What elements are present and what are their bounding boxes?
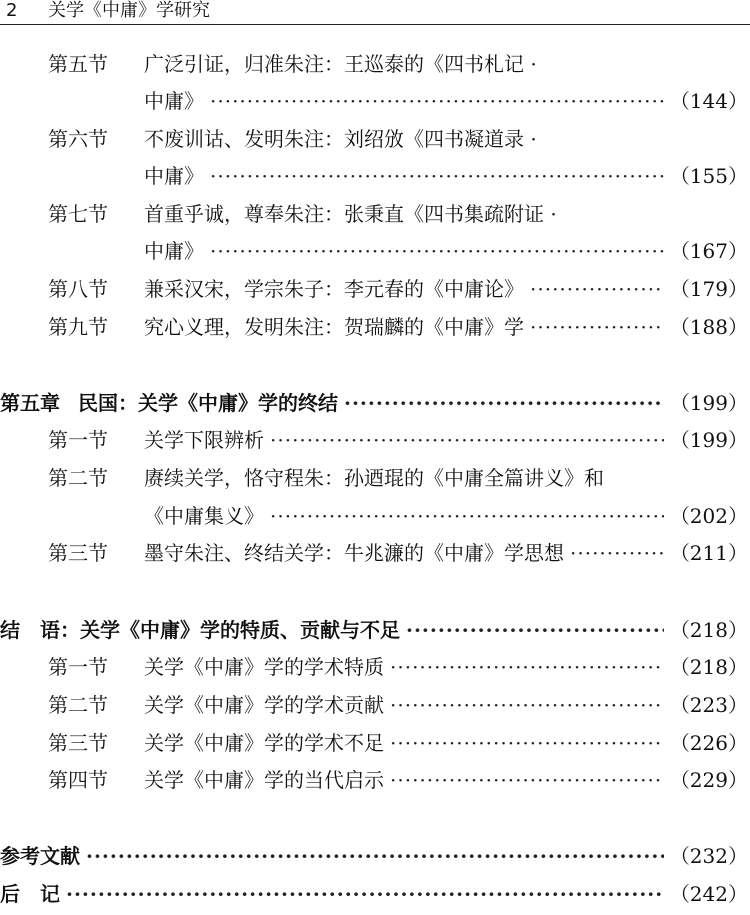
dot-leader — [570, 535, 664, 571]
toc-section-label: 第二节 — [48, 466, 108, 490]
toc-entry-text: 关学《中庸》学的当代启示 — [144, 768, 384, 792]
toc-entry-chapter-5[interactable] — [0, 385, 748, 421]
toc-entry-section-8[interactable] — [48, 271, 748, 307]
toc-entry-text: 墨守朱注、终结关学：牛兆濂的《中庸》学思想 — [144, 541, 564, 565]
toc-section-label: 第八节 — [48, 277, 108, 301]
dot-leader — [210, 233, 664, 269]
toc-page-number: （226） — [669, 731, 748, 755]
toc-entry-continuation[interactable] — [144, 83, 748, 119]
dot-leader — [390, 649, 664, 685]
toc-entry-text: 赓续关学，恪守程朱：孙迺琨的《中庸全篇讲义》和 — [144, 466, 604, 490]
toc-entry-section-6[interactable] — [48, 121, 748, 157]
toc-page-number: （202） — [669, 504, 748, 528]
dot-leader — [270, 422, 664, 458]
toc-entry-section-2[interactable] — [48, 460, 748, 496]
toc-entry-text: 中庸》 — [144, 89, 204, 113]
toc-entry-section-5[interactable] — [48, 46, 748, 82]
toc-entry-afterword[interactable] — [0, 876, 748, 912]
dot-leader — [530, 309, 664, 345]
toc-entry-text: 中庸》 — [144, 164, 204, 188]
toc-entry-continuation[interactable] — [144, 498, 748, 534]
toc-entry-text: 关学《中庸》学的特质、贡献与不足 — [80, 618, 400, 642]
toc-section-label: 第三节 — [48, 731, 108, 755]
toc-page-number: （179） — [669, 277, 748, 301]
toc-page-number: （144） — [669, 89, 748, 113]
toc-entry-continuation[interactable] — [144, 158, 748, 194]
page-number: 2 — [6, 0, 18, 21]
toc-entry-text: 究心义理，发明朱注：贺瑞麟的《中庸》学 — [144, 315, 524, 339]
dot-leader — [210, 158, 664, 194]
toc-page-number: （188） — [669, 315, 748, 339]
toc-page-number: （232） — [669, 844, 748, 868]
toc-section-label: 第二节 — [48, 693, 108, 717]
toc-page-number: （229） — [669, 768, 748, 792]
toc-page-number: （218） — [669, 618, 748, 642]
toc-entry-text: 关学下限辨析 — [144, 428, 264, 452]
toc-entry-text: 关学《中庸》学的学术特质 — [144, 655, 384, 679]
toc-entry-continuation[interactable] — [144, 233, 748, 269]
toc-entry-text: 关学《中庸》学的学术不足 — [144, 731, 384, 755]
dot-leader — [86, 838, 664, 874]
toc-section-label: 第一节 — [48, 655, 108, 679]
toc-entry-conclusion[interactable] — [0, 612, 748, 648]
toc-section-label: 第五节 — [48, 52, 108, 76]
running-title: 关学《中庸》学研究 — [48, 0, 210, 21]
toc-entry-text: 中庸》 — [144, 239, 204, 263]
toc-page-number: （211） — [669, 541, 748, 565]
toc-entry-text: 《中庸集义》 — [144, 504, 264, 528]
dot-leader — [270, 498, 664, 534]
toc-entry-text: 广泛引证，归准朱注：王巡泰的《四书札记 · — [144, 52, 537, 76]
toc-page-number: （223） — [669, 693, 748, 717]
toc-entry-text: 关学《中庸》学的学术贡献 — [144, 693, 384, 717]
dot-leader — [66, 876, 664, 912]
toc-entry-section-2[interactable] — [48, 687, 748, 723]
toc-entry-section-1[interactable] — [48, 649, 748, 685]
toc-section-label: 第七节 — [48, 202, 108, 226]
dot-leader — [530, 271, 664, 307]
toc-page-number: （167） — [669, 239, 748, 263]
toc-chapter-label: 结 语： — [0, 618, 80, 642]
toc-page-number: （155） — [669, 164, 748, 188]
toc-page-number: （199） — [669, 428, 748, 452]
toc-entry-section-4[interactable] — [48, 762, 748, 798]
toc-entry-section-7[interactable] — [48, 196, 748, 232]
toc-chapter-label: 参考文献 — [0, 844, 80, 868]
toc-entry-text: 首重乎诚，尊奉朱注：张秉直《四书集疏附证 · — [144, 202, 557, 226]
toc-entry-text: 兼采汉宋，学宗朱子：李元春的《中庸论》 — [144, 277, 524, 301]
toc-section-label: 第四节 — [48, 768, 108, 792]
dot-leader — [390, 687, 664, 723]
dot-leader — [390, 762, 664, 798]
running-header — [0, 0, 750, 25]
toc-section-label: 第一节 — [48, 428, 108, 452]
toc-chapter-label: 第五章 — [0, 391, 60, 415]
toc-entry-section-3[interactable] — [48, 725, 748, 761]
toc-chapter-label: 后 记 — [0, 882, 60, 906]
toc-entry-text: 不废训诂、发明朱注：刘绍攽《四书凝道录 · — [144, 127, 537, 151]
dot-leader — [210, 83, 664, 119]
toc-section-label: 第九节 — [48, 315, 108, 339]
toc-entry-text: 民国：关学《中庸》学的终结 — [78, 391, 338, 415]
toc-entry-section-9[interactable] — [48, 309, 748, 345]
toc-entry-section-3[interactable] — [48, 535, 748, 571]
dot-leader — [344, 385, 664, 421]
dot-leader — [406, 612, 664, 648]
toc-page-number: （199） — [669, 391, 748, 415]
dot-leader — [390, 725, 664, 761]
toc-entry-section-1[interactable] — [48, 422, 748, 458]
toc-section-label: 第三节 — [48, 541, 108, 565]
toc-page-number: （218） — [669, 655, 748, 679]
toc-page-number: （242） — [669, 882, 748, 906]
toc-section-label: 第六节 — [48, 127, 108, 151]
toc-entry-references[interactable] — [0, 838, 748, 874]
